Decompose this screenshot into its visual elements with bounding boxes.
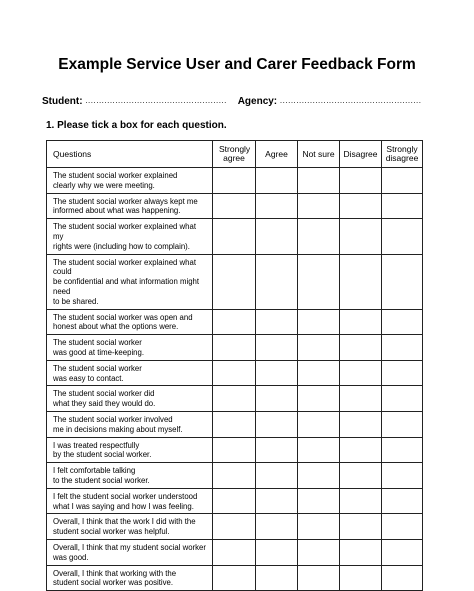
strongly-agree-box[interactable] xyxy=(213,539,256,565)
table-row xyxy=(47,168,423,194)
question-text-line: me in decisions making about myself. xyxy=(53,424,183,434)
not-sure-box[interactable] xyxy=(298,386,340,412)
not-sure-box[interactable] xyxy=(298,514,340,540)
table-row xyxy=(47,386,423,412)
question-cell xyxy=(47,539,213,565)
question-cell xyxy=(47,437,213,463)
not-sure-box[interactable] xyxy=(298,539,340,565)
table-row xyxy=(47,360,423,386)
table-row xyxy=(47,539,423,565)
question-text-line: be confidential and what information might need xyxy=(53,277,200,296)
strongly-agree-box[interactable] xyxy=(213,360,256,386)
not-sure-box[interactable] xyxy=(298,488,340,514)
disagree-box[interactable] xyxy=(340,360,382,386)
agree-box[interactable] xyxy=(256,488,298,514)
disagree-box[interactable] xyxy=(340,488,382,514)
feedback-table xyxy=(46,140,423,591)
question-text-line: The student social worker xyxy=(53,363,142,373)
table-row xyxy=(47,488,423,514)
agree-box[interactable] xyxy=(256,411,298,437)
strongly-disagree-box[interactable] xyxy=(382,488,423,514)
strongly-disagree-box[interactable] xyxy=(382,463,423,489)
strongly-agree-box[interactable] xyxy=(213,254,256,309)
not-sure-box[interactable] xyxy=(298,335,340,361)
disagree-box[interactable] xyxy=(340,411,382,437)
header-strongly-disagree: Strongly disagree xyxy=(382,141,423,168)
not-sure-box[interactable] xyxy=(298,411,340,437)
not-sure-box[interactable] xyxy=(298,219,340,254)
question-text-line: The student social worker involved xyxy=(53,414,173,424)
agency-field[interactable]: .................................................... xyxy=(279,96,422,105)
agree-box[interactable] xyxy=(256,463,298,489)
strongly-disagree-box[interactable] xyxy=(382,360,423,386)
strongly-agree-box[interactable] xyxy=(213,411,256,437)
agree-box[interactable] xyxy=(256,335,298,361)
not-sure-box[interactable] xyxy=(298,360,340,386)
not-sure-box[interactable] xyxy=(298,254,340,309)
agree-box[interactable] xyxy=(256,219,298,254)
agency-label: Agency: xyxy=(237,96,278,107)
strongly-disagree-box[interactable] xyxy=(382,168,423,194)
disagree-box[interactable] xyxy=(340,514,382,540)
question-text-line: I felt the student social worker understood xyxy=(53,491,198,501)
disagree-box[interactable] xyxy=(340,335,382,361)
question-cell xyxy=(47,168,213,194)
question-text-line: to the student social worker. xyxy=(53,475,150,485)
strongly-disagree-box[interactable] xyxy=(382,514,423,540)
table-row xyxy=(47,335,423,361)
table-row xyxy=(47,254,423,309)
agree-box[interactable] xyxy=(256,309,298,335)
strongly-disagree-box[interactable] xyxy=(382,309,423,335)
strongly-agree-box[interactable] xyxy=(213,309,256,335)
question-cell xyxy=(47,386,213,412)
question-text-line: Overall, I think that my student social worker xyxy=(53,542,206,552)
question-cell xyxy=(47,411,213,437)
question-text-line: was good. xyxy=(53,552,89,562)
agree-box[interactable] xyxy=(256,565,298,591)
table-row xyxy=(47,193,423,219)
table-row xyxy=(47,565,423,591)
agree-box[interactable] xyxy=(256,168,298,194)
not-sure-box[interactable] xyxy=(298,463,340,489)
not-sure-box[interactable] xyxy=(298,437,340,463)
not-sure-box[interactable] xyxy=(298,309,340,335)
strongly-agree-box[interactable] xyxy=(213,437,256,463)
table-row xyxy=(47,514,423,540)
header-disagree: Disagree xyxy=(340,141,382,168)
question-text-line: was easy to contact. xyxy=(53,373,124,383)
question-text-line: The student social worker xyxy=(53,338,142,348)
question-text-line: Overall, I think that working with the xyxy=(53,568,177,578)
disagree-box[interactable] xyxy=(340,565,382,591)
question-cell xyxy=(47,335,213,361)
table-header-row xyxy=(47,141,423,168)
agree-box[interactable] xyxy=(256,193,298,219)
question-text-line: rights were (including how to complain). xyxy=(53,241,190,251)
disagree-box[interactable] xyxy=(340,539,382,565)
question-text-line: what they said they would do. xyxy=(53,399,156,409)
disagree-box[interactable] xyxy=(340,463,382,489)
question-text-line: The student social worker did xyxy=(53,389,155,399)
table-row xyxy=(47,411,423,437)
strongly-disagree-box[interactable] xyxy=(382,219,423,254)
disagree-box[interactable] xyxy=(340,219,382,254)
question-text-line: informed about what was happening. xyxy=(53,206,181,216)
question-cell xyxy=(47,254,213,309)
strongly-disagree-box[interactable] xyxy=(382,437,423,463)
question-text-line: what I was saying and how I was feeling. xyxy=(53,501,194,511)
table-row xyxy=(47,463,423,489)
table-row xyxy=(47,437,423,463)
disagree-box[interactable] xyxy=(340,386,382,412)
question-text-line: The student social worker was open and xyxy=(53,312,193,322)
instruction: 1. Please tick a box for each question. xyxy=(46,120,227,131)
header-agree: Agree xyxy=(256,141,298,168)
strongly-disagree-box[interactable] xyxy=(382,193,423,219)
agree-box[interactable] xyxy=(256,437,298,463)
question-text-line: The student social worker explained xyxy=(53,171,178,180)
not-sure-box[interactable] xyxy=(298,565,340,591)
not-sure-box[interactable] xyxy=(298,168,340,194)
agree-box[interactable] xyxy=(256,360,298,386)
table-row xyxy=(47,309,423,335)
strongly-disagree-box[interactable] xyxy=(382,539,423,565)
disagree-box[interactable] xyxy=(340,254,382,309)
question-cell xyxy=(47,360,213,386)
strongly-agree-box[interactable] xyxy=(213,219,256,254)
not-sure-box[interactable] xyxy=(298,193,340,219)
strongly-disagree-box[interactable] xyxy=(382,411,423,437)
agree-box[interactable] xyxy=(256,514,298,540)
strongly-agree-box[interactable] xyxy=(213,193,256,219)
question-cell xyxy=(47,309,213,335)
question-text-line: The student social worker always kept me xyxy=(53,196,198,206)
disagree-box[interactable] xyxy=(340,309,382,335)
question-text-line: Overall, I think that the work I did with the xyxy=(53,517,196,527)
question-text-line: clearly why we were meeting. xyxy=(53,180,155,190)
strongly-agree-box[interactable] xyxy=(213,514,256,540)
strongly-disagree-box[interactable] xyxy=(382,565,423,591)
agree-box[interactable] xyxy=(256,254,298,309)
question-text-line: honest about what the options were. xyxy=(53,322,179,332)
question-text-line: student social worker was positive. xyxy=(53,578,174,588)
disagree-box[interactable] xyxy=(340,168,382,194)
question-cell xyxy=(47,463,213,489)
question-text-line: I was treated respectfully xyxy=(53,440,140,450)
question-cell xyxy=(47,565,213,591)
question-text-line: The student social worker explained what could xyxy=(53,257,197,277)
question-cell xyxy=(47,193,213,219)
form-title: Example Service User and Carer Feedback Form xyxy=(58,56,416,73)
question-cell xyxy=(47,514,213,540)
question-text-line: student social worker was helpful. xyxy=(53,527,170,537)
agree-box[interactable] xyxy=(256,539,298,565)
question-text-line: was good at time-keeping. xyxy=(53,347,145,357)
disagree-box[interactable] xyxy=(340,437,382,463)
header-not-sure: Not sure xyxy=(298,141,340,168)
strongly-agree-box[interactable] xyxy=(213,565,256,591)
strongly-disagree-box[interactable] xyxy=(382,386,423,412)
question-text-line: The student social worker explained what my xyxy=(53,222,197,241)
strongly-agree-box[interactable] xyxy=(213,168,256,194)
table-row xyxy=(47,219,423,254)
student-field[interactable]: .................................................... xyxy=(85,96,227,105)
question-cell xyxy=(47,488,213,514)
question-text-line: by the student social worker. xyxy=(53,450,152,460)
strongly-agree-box[interactable] xyxy=(213,463,256,489)
strongly-disagree-box[interactable] xyxy=(382,335,423,361)
student-agency-row xyxy=(42,96,422,107)
question-text-line: I felt comfortable talking xyxy=(53,466,136,476)
disagree-box[interactable] xyxy=(340,193,382,219)
question-cell xyxy=(47,219,213,254)
question-text-line: to be shared. xyxy=(53,296,99,306)
agree-box[interactable] xyxy=(256,386,298,412)
strongly-agree-box[interactable] xyxy=(213,488,256,514)
strongly-disagree-box[interactable] xyxy=(382,254,423,309)
header-strongly-agree: Strongly agree xyxy=(213,141,256,168)
strongly-agree-box[interactable] xyxy=(213,335,256,361)
strongly-agree-box[interactable] xyxy=(213,386,256,412)
student-label: Student: xyxy=(42,96,83,107)
header-questions: Questions xyxy=(47,141,213,168)
